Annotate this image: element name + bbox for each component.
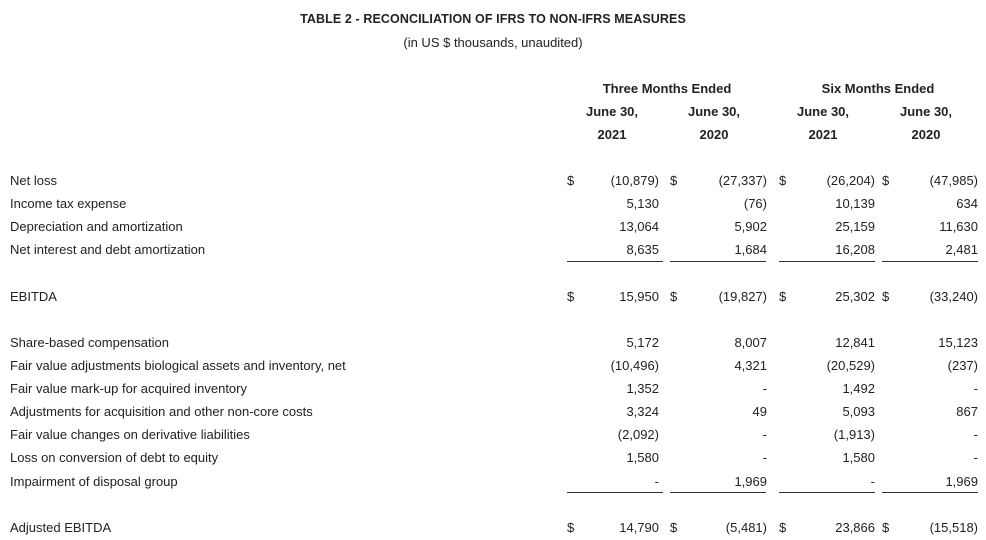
subtotal-rule	[567, 492, 663, 493]
cell-value: 3,324	[626, 404, 659, 419]
currency-symbol: $	[882, 173, 890, 188]
table-row	[0, 427, 986, 447]
cell-value: 5,093	[842, 404, 875, 419]
table-subtitle: (in US $ thousands, unaudited)	[403, 35, 583, 50]
cell-value: 25,159	[835, 219, 875, 234]
cell-value: (237)	[947, 358, 978, 373]
cell-value: (10,496)	[610, 358, 659, 373]
row-label: Fair value mark-up for acquired inventory	[10, 381, 247, 396]
cell-value: 15,950	[619, 289, 659, 304]
row-label: Share-based compensation	[10, 335, 169, 350]
cell-value: -	[762, 427, 767, 442]
cell-value: 1,969	[945, 474, 978, 489]
table-row	[0, 196, 986, 216]
table-title: TABLE 2 - RECONCILIATION OF IFRS TO NON-IFRS MEASURES	[300, 12, 686, 26]
currency-symbol: $	[779, 520, 787, 535]
table-row	[0, 358, 986, 378]
currency-symbol: $	[567, 289, 575, 304]
header-col4-date: June 30,	[899, 104, 953, 119]
row-label: Impairment of disposal group	[10, 474, 178, 489]
table-row	[0, 381, 986, 401]
cell-value: -	[973, 450, 978, 465]
cell-value: 11,630	[939, 219, 978, 234]
header-three-months: Three Months Ended	[602, 81, 732, 96]
table-row	[0, 173, 986, 193]
header-col2-date: June 30,	[687, 104, 741, 119]
table-row	[0, 474, 986, 494]
currency-symbol: $	[670, 520, 678, 535]
cell-value: (27,337)	[718, 173, 767, 188]
cell-value: 1,352	[626, 381, 659, 396]
currency-symbol: $	[567, 520, 575, 535]
cell-value: (5,481)	[725, 520, 767, 535]
cell-value: (10,879)	[610, 173, 659, 188]
cell-value: (33,240)	[929, 289, 978, 304]
currency-symbol: $	[779, 289, 787, 304]
cell-value: 5,130	[626, 196, 659, 211]
cell-value: 4,321	[734, 358, 767, 373]
subtotal-rule	[882, 261, 978, 262]
cell-value: (19,827)	[718, 289, 767, 304]
table-row	[0, 219, 986, 239]
table-row	[0, 335, 986, 355]
cell-value: -	[973, 381, 978, 396]
cell-value: 25,302	[835, 289, 875, 304]
cell-value: (76)	[743, 196, 767, 211]
cell-value: 8,635	[626, 242, 659, 257]
cell-value: (2,092)	[617, 427, 659, 442]
table-row	[0, 520, 986, 540]
header-col3-date: June 30,	[796, 104, 850, 119]
currency-symbol: $	[882, 289, 890, 304]
subtotal-rule	[670, 261, 766, 262]
cell-value: 1,580	[626, 450, 659, 465]
cell-value: 10,139	[835, 196, 875, 211]
subtotal-rule	[882, 492, 978, 493]
cell-value: -	[654, 474, 659, 489]
header-six-months: Six Months Ended	[821, 81, 935, 96]
cell-value: 16,208	[835, 242, 875, 257]
row-label: Depreciation and amortization	[10, 219, 183, 234]
row-label: Net interest and debt amortization	[10, 242, 206, 257]
cell-value: 5,902	[734, 219, 767, 234]
row-label: EBITDA	[10, 289, 57, 304]
header-col1-year: 2021	[597, 127, 627, 142]
cell-value: -	[762, 381, 767, 396]
row-label: Fair value adjustments biological assets and inventory, net	[10, 358, 346, 373]
cell-value: 15,123	[938, 335, 978, 350]
cell-value: 5,172	[626, 335, 659, 350]
table-row	[0, 242, 986, 262]
cell-value: 1,684	[734, 242, 767, 257]
cell-value: -	[870, 474, 875, 489]
row-label: Net loss	[10, 173, 57, 188]
subtotal-rule	[670, 492, 766, 493]
row-label: Adjusted EBITDA	[10, 520, 112, 535]
cell-value: -	[762, 450, 767, 465]
cell-value: -	[973, 427, 978, 442]
currency-symbol: $	[670, 289, 678, 304]
cell-value: (15,518)	[929, 520, 978, 535]
header-col3-year: 2021	[808, 127, 838, 142]
currency-symbol: $	[567, 173, 575, 188]
cell-value: 12,841	[835, 335, 875, 350]
table-row	[0, 289, 986, 309]
cell-value: 2,481	[945, 242, 978, 257]
cell-value: 1,969	[734, 474, 767, 489]
cell-value: (1,913)	[833, 427, 875, 442]
currency-symbol: $	[670, 173, 678, 188]
cell-value: 8,007	[734, 335, 767, 350]
cell-value: (20,529)	[826, 358, 875, 373]
table-row	[0, 404, 986, 424]
subtotal-rule	[779, 261, 875, 262]
cell-value: 49	[752, 404, 767, 419]
cell-value: 14,790	[619, 520, 659, 535]
cell-value: 634	[956, 196, 978, 211]
header-col1-date: June 30,	[585, 104, 639, 119]
currency-symbol: $	[779, 173, 787, 188]
subtotal-rule	[779, 492, 875, 493]
row-label: Fair value changes on derivative liabilities	[10, 427, 250, 442]
header-col4-year: 2020	[911, 127, 941, 142]
cell-value: (47,985)	[929, 173, 978, 188]
cell-value: 1,580	[842, 450, 875, 465]
table-row	[0, 450, 986, 470]
currency-symbol: $	[882, 520, 890, 535]
cell-value: (26,204)	[826, 173, 875, 188]
header-col2-year: 2020	[699, 127, 729, 142]
cell-value: 13,064	[619, 219, 659, 234]
row-label: Adjustments for acquisition and other non-core costs	[10, 404, 313, 419]
cell-value: 867	[956, 404, 978, 419]
row-label: Income tax expense	[10, 196, 127, 211]
subtotal-rule	[567, 261, 663, 262]
cell-value: 23,866	[835, 520, 875, 535]
row-label: Loss on conversion of debt to equity	[10, 450, 219, 465]
cell-value: 1,492	[842, 381, 875, 396]
